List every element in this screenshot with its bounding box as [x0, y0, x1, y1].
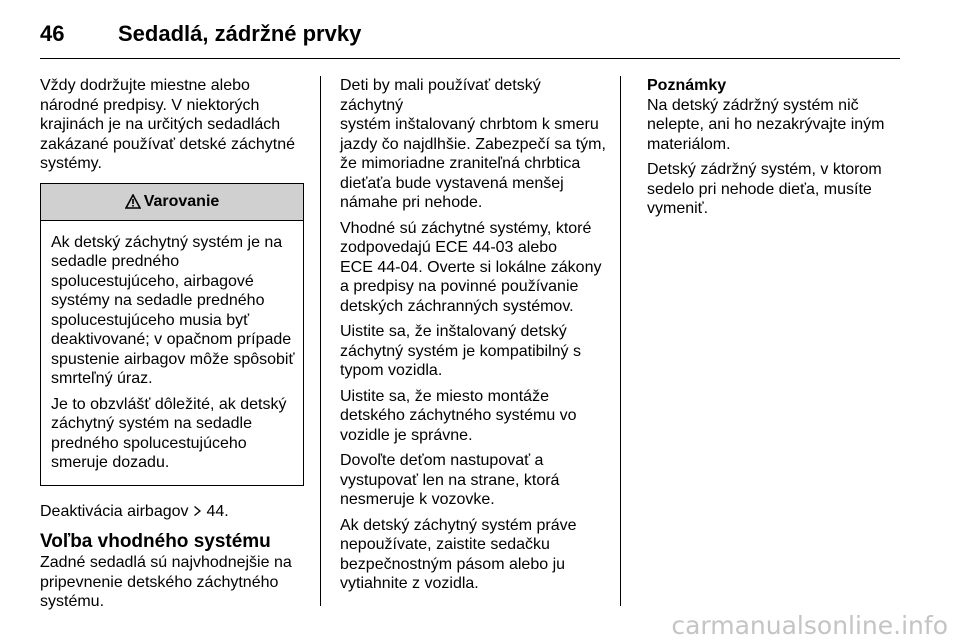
middle-paragraph-3: Uistite sa, že inštalovaný detský záchytný systém je kompatibilný s typom vozidla.	[340, 323, 581, 379]
warning-triangle-icon	[125, 194, 141, 209]
middle-paragraph-4: Uistite sa, že miesto montáže detského záchytného systému vo vozidle je správne.	[340, 387, 577, 444]
page-number: 46	[40, 21, 65, 46]
column-right	[647, 76, 907, 225]
page-title: Sedadlá, zádržné prvky	[118, 21, 362, 46]
note-paragraph-2: Detský zádržný systém, v ktorom sedelo pri nehode dieťa, musíte vymeniť.	[647, 161, 882, 217]
section-heading: Voľba vhodného systému	[40, 531, 271, 552]
warning-paragraph-2: Je to obzvlášť dôležité, ak detský záchytný systém na sedadle predného spolucestujúceho smeruje dozadu.	[51, 395, 287, 471]
column-left	[40, 76, 304, 618]
airbag-deactivation-reference	[40, 502, 304, 522]
deactivation-page-link[interactable]: 44.	[206, 502, 229, 520]
middle-paragraph-2: Vhodné sú záchytné systémy, ktoré zodpovedajú ECE 44-03 alebo ECE 44-04. Overte si lokálne zákony a predpisy na povinné používanie detských záchranných systémov.	[340, 219, 602, 315]
header-divider	[40, 58, 900, 59]
page-header	[40, 14, 361, 54]
note-heading: Poznámky	[647, 77, 727, 94]
note-paragraph-1: Na detský zádržný systém nič nelepte, ani ho nezakrývajte iným materiálom.	[647, 96, 885, 153]
middle-paragraph-6: Ak detský záchytný systém práve nepoužívate, zaistite sedačku bezpečnostným pásom alebo ju vytiahnite z vozidla.	[340, 516, 577, 592]
middle-paragraph-5: Dovoľte deťom nastupovať a vystupovať len na strane, ktorá nesmeruje k vozovke.	[340, 452, 560, 508]
section-paragraph: Zadné sedadlá sú najvhodnejšie na pripevnenie detského záchytného systému.	[40, 554, 292, 610]
deactivation-text: Deaktivácia airbagov	[40, 502, 189, 520]
warning-body	[41, 221, 303, 485]
warning-title: Varovanie	[143, 192, 220, 210]
column-divider-1	[320, 76, 321, 606]
warning-paragraph-1: Ak detský záchytný systém je na sedadle predného spolucestujúceho, airbagové systémy na sedadle predného spolucestujúceho musia byť deaktivované; v opačnom prípade spustenie airbagov môže spôsobiť smrteľný úraz.	[51, 233, 295, 387]
warning-header	[41, 184, 303, 221]
watermark: carmanualsonline.info	[671, 611, 948, 640]
column-divider-2	[620, 76, 621, 606]
column-middle	[340, 76, 608, 600]
warning-box	[40, 183, 304, 486]
page-reference-arrow-icon	[193, 505, 202, 517]
intro-paragraph: Vždy dodržujte miestne alebo národné predpisy. V niektorých krajinách je na určitých sedadlách zakázané používať detské záchytné systémy.	[40, 77, 296, 172]
middle-paragraph-1: Deti by mali používať detský záchytný systém inštalovaný chrbtom k smeru jazdy čo najdlhšie. Zabezpečí sa tým, že mimoriadne zraniteľná chrbtica dieťaťa bude vystavená menšej námahe pri nehode.	[340, 77, 606, 211]
